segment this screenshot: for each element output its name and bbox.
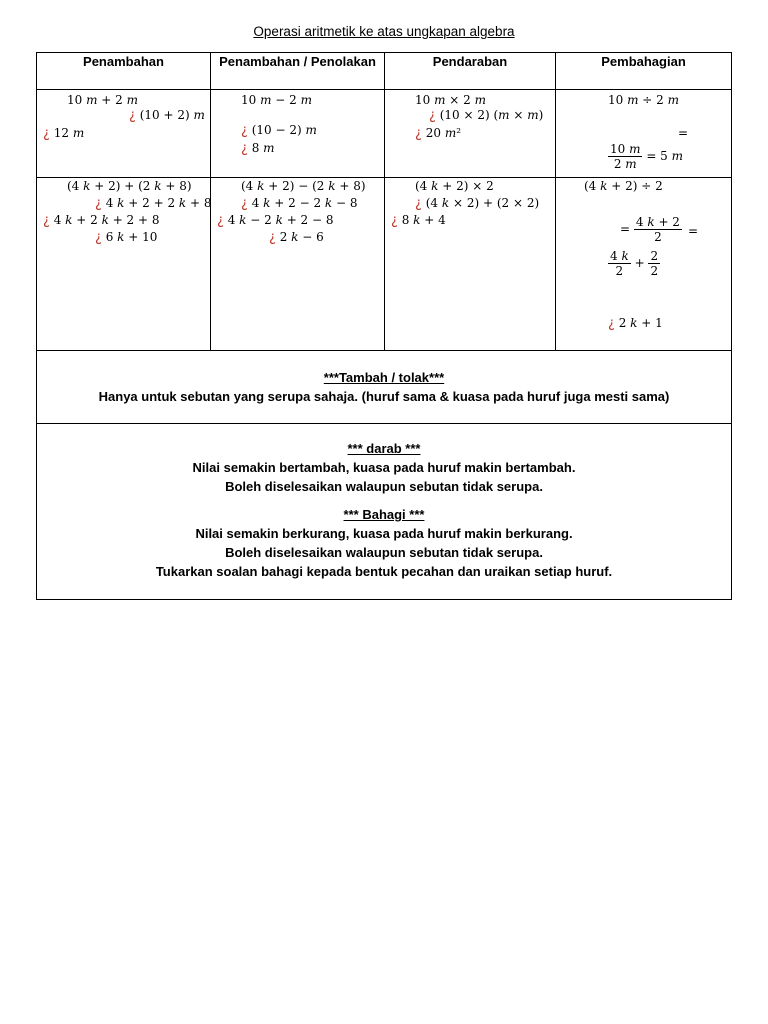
fraction-denominator: 2 [654,230,662,244]
cell-pembahagian-2 [556,178,732,351]
header-pendaraban: Pendaraban [385,53,556,90]
cell-pembahagian-1 [556,90,732,178]
math-line: ¿ (10 + 2) m [129,108,205,123]
math-line: 10 m × 2 m [415,93,487,107]
note-row-darab-bahagi [37,424,732,600]
equals-sign: = [678,126,689,140]
math-line: ¿ 8 k + 4 [391,213,446,228]
math-line: ¿ 8 m [241,141,275,156]
cell-pendaraban-2 [385,178,556,351]
note-heading: *** darab *** [347,441,421,456]
math-line: ¿ 12 m [43,126,85,141]
note-heading: ***Tambah / tolak*** [323,370,445,385]
math-line: 10 m ÷ 2 m [608,93,680,107]
note-tambah-tolak [37,351,732,424]
fraction-denominator: 2 [650,264,659,278]
math-line: ¿ (4 k × 2) + (2 × 2) [415,196,540,211]
math-line: ¿ 2 k + 1 [608,316,663,331]
fraction [634,215,682,244]
cell-penambahan-2 [37,178,211,351]
math-line: 10 m + 2 m [67,93,139,107]
note-row-tambah-tolak [37,351,732,424]
note-text: Boleh diselesaikan walaupun sebutan tidak serupa. [225,545,543,560]
math-line: (4 k + 2) ÷ 2 [584,179,663,193]
fraction [608,249,631,278]
cell-penolakan-2 [211,178,385,351]
cell-penambahan-1 [37,90,211,178]
fraction-line [608,249,660,278]
note-text: Nilai semakin berkurang, kuasa pada huruf makin berkurang. [195,526,573,541]
math-line: (4 k + 2) + (2 k + 8) [67,179,192,193]
equals-sign: = [688,224,699,238]
note-text: Hanya untuk sebutan yang serupa sahaja. (huruf sama & kuasa pada huruf juga mesti sama) [98,389,670,404]
math-line: ¿ 6 k + 10 [95,230,158,245]
fraction [648,249,660,278]
math-line: 10 m − 2 m [241,93,313,107]
fraction-line [608,142,683,171]
note-text: Tukarkan soalan bahagi kepada bentuk pecahan dan uraikan setiap huruf. [155,564,613,579]
plus-sign: + [634,256,645,270]
note-heading: *** Bahagi *** [343,507,425,522]
cell-pendaraban-1 [385,90,556,178]
math-line: ¿ 2 k − 6 [269,230,324,245]
header-pembahagian: Pembahagian [556,53,732,90]
math-line: ¿ 4 k + 2 k + 2 + 8 [43,213,160,228]
page-title: Operasi aritmetik ke atas ungkapan algebra [253,24,515,39]
math-line: ¿ 4 k + 2 + 2 k + 8 [95,196,212,211]
fraction-numerator: 4 k [610,249,629,263]
fraction-numerator: 2 [650,249,659,263]
header-penambahan: Penambahan [37,53,211,90]
header-penambahan-penolakan: Penambahan / Penolakan [211,53,385,90]
header-row [37,53,732,90]
fraction [608,142,642,171]
example-row-2 [37,178,732,351]
cell-penolakan-1 [211,90,385,178]
math-line: ¿ 4 k + 2 − 2 k − 8 [241,196,358,211]
fraction-line [620,215,682,244]
math-result: = 5 m [646,149,684,163]
fraction-denominator: 2 [615,264,624,278]
fraction-denominator: 2 m [613,157,637,171]
note-text: Nilai semakin bertambah, kuasa pada huruf makin bertambah. [192,460,576,475]
fraction-numerator: 4 k + 2 [635,215,680,229]
equals-sign: = [620,222,631,236]
math-line: ¿ (10 − 2) m [241,123,317,138]
note-darab-bahagi [37,424,732,600]
operations-table [36,52,732,600]
math-line: ¿ 4 k − 2 k + 2 − 8 [217,213,334,228]
math-line: ¿ (10 × 2) (m × m) [429,108,544,123]
fraction-numerator: 10 m [610,142,641,156]
math-line: (4 k + 2) × 2 [415,179,494,193]
example-row-1 [37,90,732,178]
math-line: (4 k + 2) − (2 k + 8) [241,179,366,193]
math-line: ¿ 20 m² [415,126,462,141]
note-text: Boleh diselesaikan walaupun sebutan tidak serupa. [225,479,543,494]
